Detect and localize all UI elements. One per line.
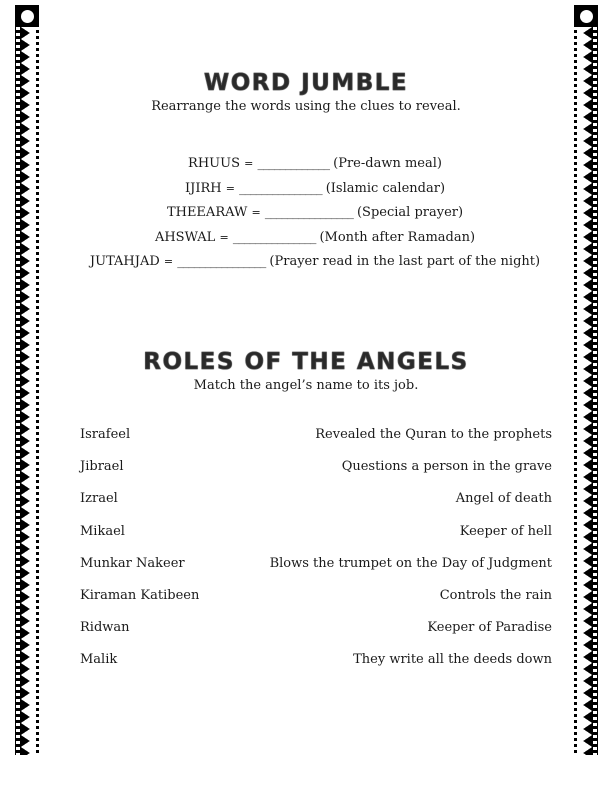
clue: (Prayer read in the last part of the night) bbox=[269, 254, 541, 269]
angel-name[interactable]: Israfeel bbox=[80, 427, 131, 442]
word-jumble-list bbox=[60, 152, 570, 275]
answer-blank[interactable]: _____________ bbox=[257, 156, 329, 171]
angel-job[interactable]: They write all the deeds down bbox=[353, 652, 552, 668]
jumble-item bbox=[60, 152, 570, 177]
scrambled-word: RHUUS bbox=[188, 156, 240, 171]
angel-name[interactable]: Izrael bbox=[80, 491, 118, 507]
jumble-item bbox=[60, 226, 570, 251]
roles-of-angels-title: ROLES OF THE ANGELS bbox=[143, 349, 469, 375]
roles-of-angels-instructions: Match the angel’s name to its job. bbox=[193, 378, 419, 393]
angel-name[interactable]: Kiraman Katibeen bbox=[80, 587, 200, 603]
equals-sign: = bbox=[244, 157, 254, 170]
border-cap bbox=[15, 5, 39, 27]
match-row bbox=[80, 456, 552, 488]
match-row bbox=[80, 617, 552, 649]
answer-blank[interactable]: ________________ bbox=[177, 254, 266, 269]
equals-sign: = bbox=[251, 206, 261, 219]
jumble-item bbox=[60, 201, 570, 226]
match-row bbox=[80, 649, 552, 681]
equals-sign: = bbox=[163, 255, 174, 268]
clue: (Month after Ramadan) bbox=[319, 229, 476, 245]
angel-job[interactable]: Keeper of Paradise bbox=[427, 620, 552, 636]
match-row bbox=[80, 488, 552, 520]
matching-list bbox=[80, 424, 552, 682]
scrambled-word: AHSWAL bbox=[154, 229, 216, 245]
match-row bbox=[80, 585, 552, 617]
circle-icon bbox=[580, 10, 593, 23]
answer-blank[interactable]: ________________ bbox=[264, 205, 353, 220]
angel-name[interactable]: Mikael bbox=[80, 523, 125, 539]
jumble-item bbox=[60, 250, 570, 275]
angel-name[interactable]: Jibrael bbox=[80, 459, 124, 475]
word-jumble-title: WORD JUMBLE bbox=[203, 70, 409, 96]
jumble-item bbox=[60, 177, 570, 202]
angel-job[interactable]: Revealed the Quran to the prophets bbox=[315, 427, 552, 442]
angel-job[interactable]: Questions a person in the grave bbox=[341, 459, 552, 475]
clue: (Islamic calendar) bbox=[325, 180, 446, 196]
angel-job[interactable]: Angel of death bbox=[455, 491, 552, 507]
border-cap bbox=[574, 5, 598, 27]
word-jumble-instructions: Rearrange the words using the clues to reveal. bbox=[151, 99, 461, 114]
angel-job[interactable]: Controls the rain bbox=[439, 587, 552, 603]
circle-icon bbox=[21, 10, 34, 23]
angel-job[interactable]: Blows the trumpet on the Day of Judgment bbox=[269, 555, 552, 571]
scrambled-word: JUTAHJAD bbox=[89, 254, 160, 269]
angel-name[interactable]: Munkar Nakeer bbox=[80, 555, 185, 571]
answer-blank[interactable]: _______________ bbox=[239, 180, 322, 196]
equals-sign: = bbox=[225, 181, 235, 195]
angel-name[interactable]: Ridwan bbox=[80, 620, 130, 636]
match-row bbox=[80, 553, 552, 585]
clue: (Special prayer) bbox=[356, 205, 464, 220]
angel-job[interactable]: Keeper of hell bbox=[459, 523, 552, 539]
answer-blank[interactable]: _______________ bbox=[232, 229, 316, 245]
scrambled-word: THEEARAW bbox=[166, 205, 248, 220]
equals-sign: = bbox=[219, 230, 229, 244]
match-row bbox=[80, 521, 552, 553]
scrambled-word: IJIRH bbox=[184, 180, 222, 196]
match-row bbox=[80, 424, 552, 456]
clue: (Pre-dawn meal) bbox=[333, 156, 442, 171]
angel-name[interactable]: Malik bbox=[80, 652, 118, 668]
